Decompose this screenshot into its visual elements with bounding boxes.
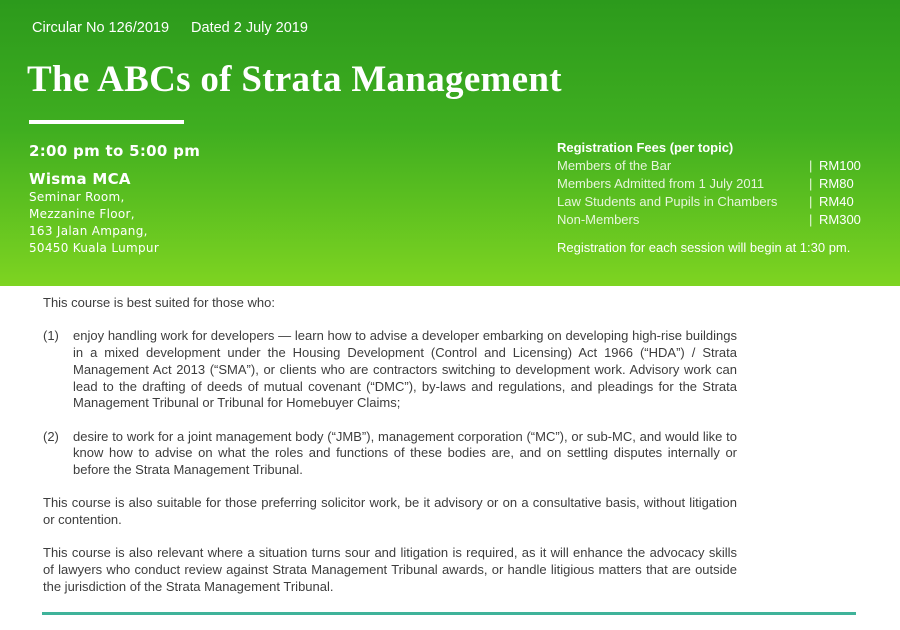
criteria-list [43, 328, 737, 478]
relevance-paragraph: This course is also relevant where a situation turns sour and litigation is required, as it will enhance the advocacy skills of lawyers who conduct review against Strata Management Tribunal awards, or handle litigious matters that are outside the jurisdiction of the Strata Management Tribunal. [43, 545, 737, 594]
fee-row [557, 175, 877, 193]
fee-amount: RM100 [819, 158, 861, 173]
venue-address [29, 189, 200, 257]
fee-row [557, 157, 877, 175]
list-item-number: (1) [43, 328, 59, 344]
fee-amount: RM300 [819, 212, 861, 227]
circular-number: Circular No 126/2019 [32, 20, 170, 36]
list-item [43, 328, 737, 412]
title-underline [29, 120, 184, 124]
fee-category: Law Students and Pupils in Chambers [557, 194, 778, 209]
address-line: Seminar Room, [29, 190, 125, 204]
circular-info [32, 20, 308, 36]
registration-fees [557, 139, 877, 255]
fee-category: Members Admitted from 1 July 2011 [557, 176, 765, 191]
event-time: 2:00 pm to 5:00 pm [29, 142, 201, 160]
fee-separator: | [809, 158, 813, 173]
intro-paragraph: This course is best suited for those who: [43, 295, 275, 310]
fee-separator: | [809, 212, 813, 227]
fee-amount: RM40 [819, 194, 854, 209]
fee-category: Members of the Bar [557, 158, 672, 173]
fee-separator: | [809, 176, 813, 191]
address-line: 50450 Kuala Lumpur [29, 241, 160, 255]
fee-amount: RM80 [819, 176, 854, 191]
address-line: Mezzanine Floor, [29, 207, 135, 221]
registration-note: Registration for each session will begin at 1:30 pm. [557, 240, 851, 255]
course-description [43, 295, 737, 612]
circular-date: Dated 2 July 2019 [191, 20, 308, 36]
venue-name: Wisma MCA [29, 170, 131, 188]
address-line: 163 Jalan Ampang, [29, 224, 148, 238]
fee-separator: | [809, 194, 813, 209]
footer-divider [42, 612, 856, 615]
fee-category: Non-Members [557, 212, 640, 227]
fee-row [557, 211, 877, 229]
fees-heading: Registration Fees (per topic) [557, 140, 734, 155]
suitability-paragraph: This course is also suitable for those preferring solicitor work, be it advisory or on a consultative basis, without litigation or contention. [43, 495, 737, 528]
page-title: The ABCs of Strata Management [27, 59, 562, 100]
fee-row [557, 193, 877, 211]
list-item-text: enjoy handling work for developers — learn how to advise a developer embarking on developing high-rise buildings in a mixed development under the Housing Development (Control and Licensing) Act 1966 (“HDA”) / Strata Management Act 2013 (“SMA”), or clients who are contractors switching to development work. Advisory work can lead to the drafting of deeds of mutual covenant (“DMC”), by-laws and regulations, and pleadings for the Strata Management Tribunal or Tribunal for Homebuyer Claims; [73, 328, 737, 411]
list-item-text: desire to work for a joint management body (“JMB”), management corporation (“MC”), or sub-MC, and would like to know how to advise on what the roles and functions of these bodies are, and on settling disputes internally or before the Strata Management Tribunal. [73, 428, 737, 477]
list-item [43, 429, 737, 479]
header-banner [0, 0, 900, 286]
list-item-number: (2) [43, 428, 59, 444]
event-details [29, 142, 200, 257]
